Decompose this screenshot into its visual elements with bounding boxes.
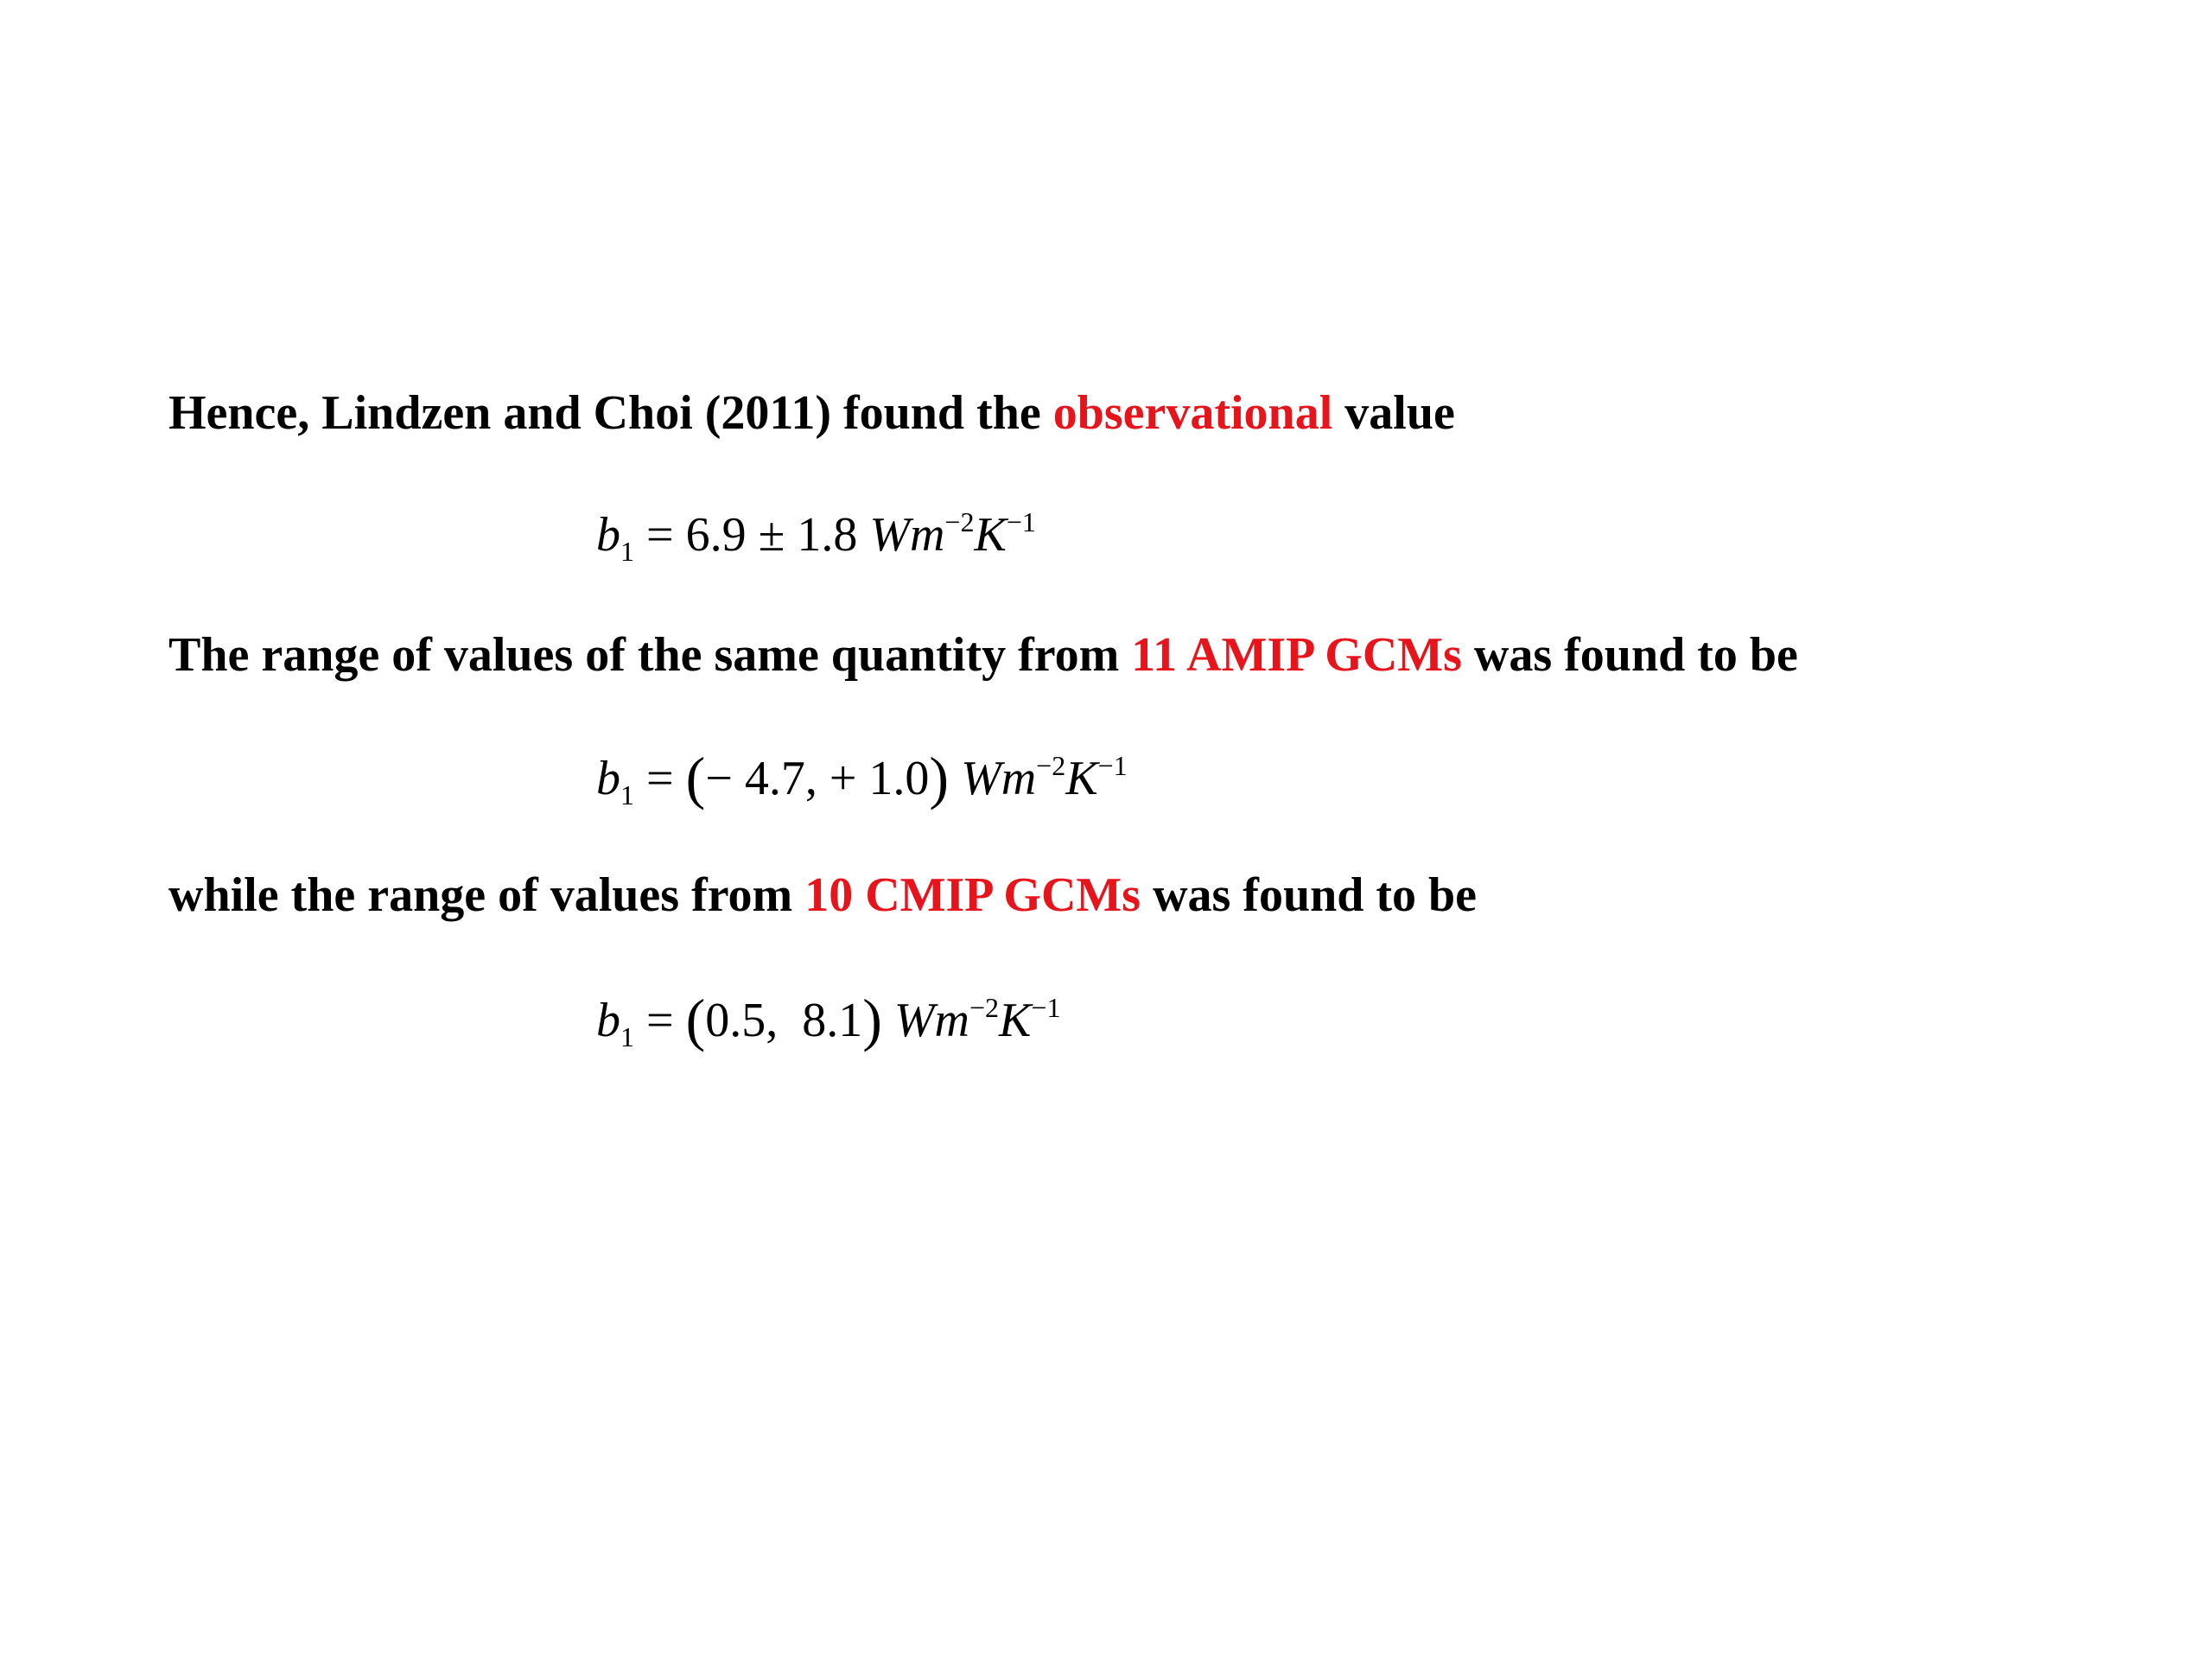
paragraph-cmip [168,868,1478,922]
equation-range: − 4.7, + 1.0 [705,752,930,805]
equation-unit-k: K [1065,752,1098,805]
equation-close-paren: ) [929,745,950,810]
equation-exponent: −2 [1036,750,1066,781]
paragraph-text: The range of values of the same quantity from [168,628,1132,682]
equation-open-paren: ( [685,987,706,1052]
paragraph-observational [168,386,1455,440]
paragraph-text: was found to be [1141,868,1478,922]
equation-equals: = [646,994,686,1047]
paragraph-text: Hence, Lindzen and Choi (2011) found the [168,386,1053,440]
equation-open-paren: ( [685,745,706,810]
highlight-cmip: 10 CMIP GCMs [804,868,1141,922]
equation-subscript: 1 [620,1021,634,1052]
equation-exponent: −1 [1097,750,1128,781]
equation-amip-range [596,745,1128,810]
highlight-amip: 11 AMIP GCMs [1131,628,1462,682]
equation-rhs: = 6.9 ± 1.8 [646,508,870,562]
equation-unit-wm: Wm [893,994,969,1047]
equation-unit-wm: Wm [961,752,1037,805]
equation-subscript: 1 [620,779,634,810]
equation-exponent: −2 [944,506,975,537]
paragraph-text: was found to be [1461,628,1798,682]
equation-cmip-range [596,987,1061,1052]
equation-range: 0.5, 8.1 [705,994,863,1047]
equation-close-paren: ) [862,987,882,1052]
equation-exponent: −1 [1031,992,1061,1023]
equation-variable: b [596,994,620,1047]
equation-unit-wm: Wm [869,508,945,562]
equation-variable: b [596,508,620,562]
paragraph-text: while the range of values from [168,868,805,922]
equation-unit-k: K [999,994,1032,1047]
equation-subscript: 1 [620,536,634,567]
equation-equals: = [646,752,686,805]
equation-exponent: −2 [969,992,1000,1023]
highlight-observational: observational [1052,386,1333,440]
paragraph-amip [168,628,1798,682]
equation-unit-k: K [974,508,1007,562]
equation-variable: b [596,752,620,805]
equation-exponent: −1 [1006,506,1036,537]
equation-observational-value [596,508,1036,565]
paragraph-text: value [1332,386,1455,440]
